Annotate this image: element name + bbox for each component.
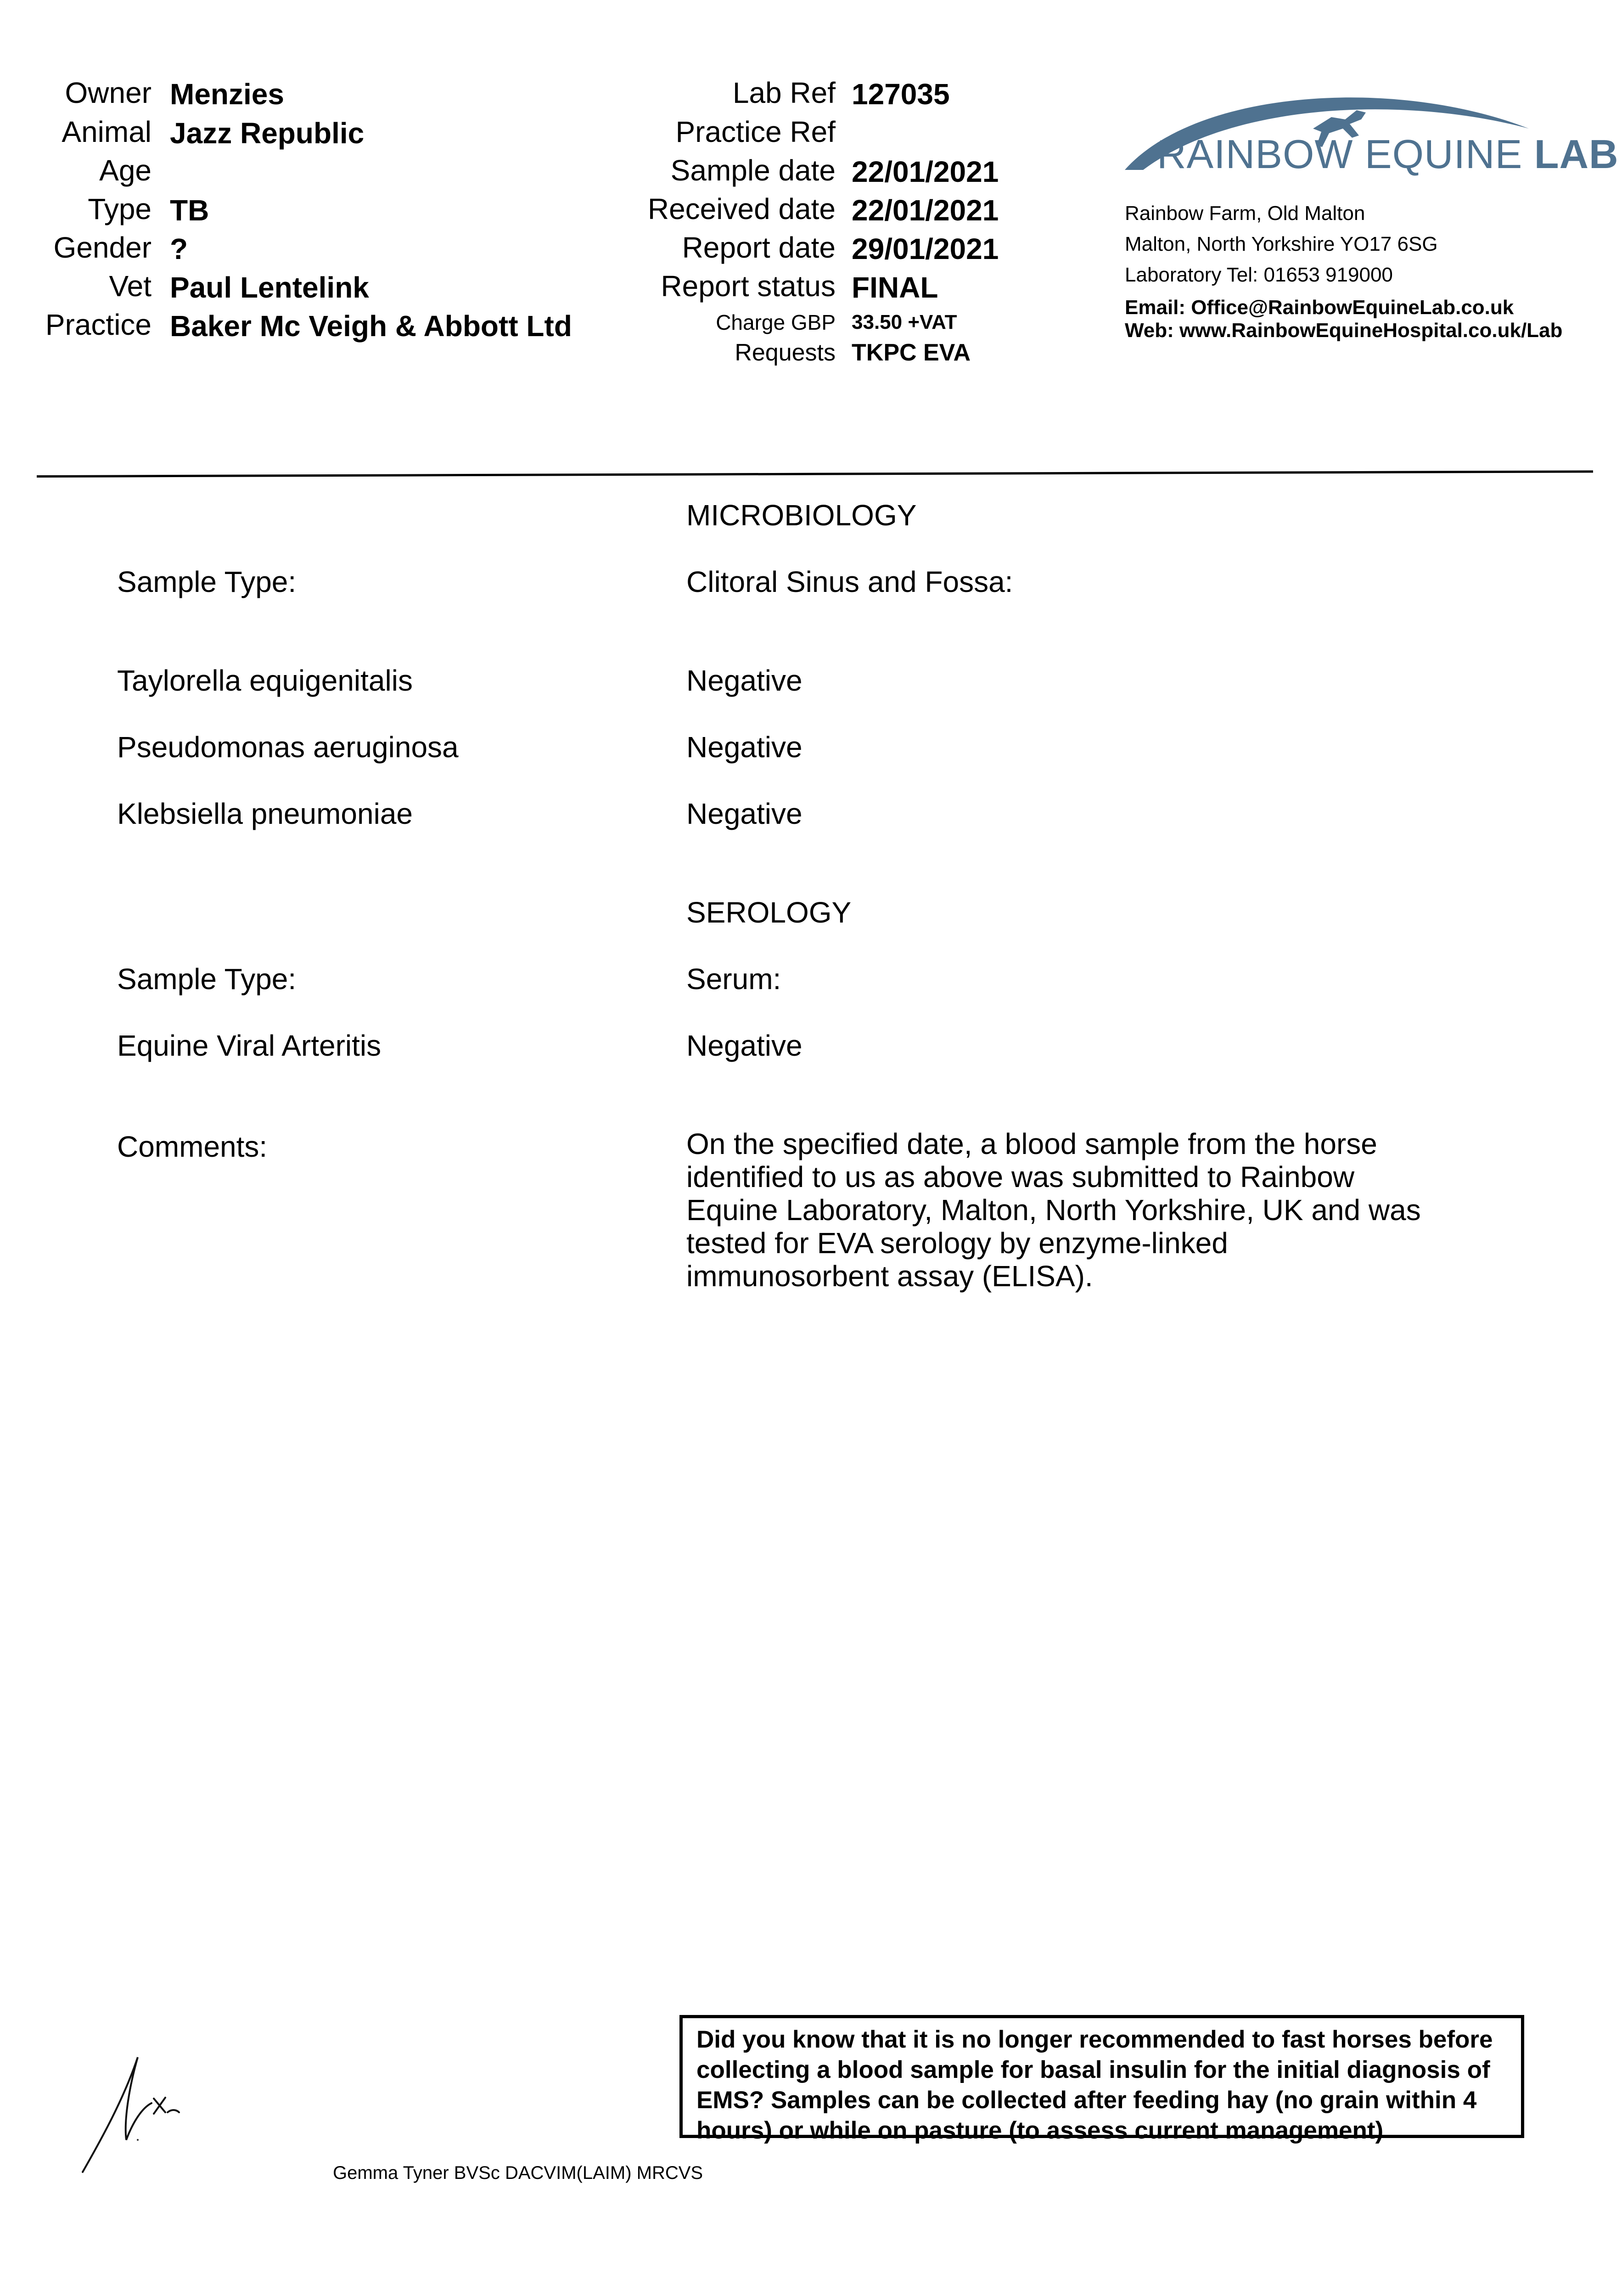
result-value: Negative	[686, 797, 803, 830]
header-divider	[37, 470, 1593, 478]
lab-email-link[interactable]: Email: Office@RainbowEquineLab.co.uk	[1125, 296, 1514, 319]
address-line-2: Malton, North Yorkshire YO17 6SG	[1125, 233, 1438, 255]
animal-value: Jazz Republic	[170, 117, 365, 150]
animal-label: Animal	[62, 115, 152, 148]
report-date-label: Report date	[682, 231, 836, 264]
charge-value: 33.50 +VAT	[852, 311, 957, 333]
serology-heading: SEROLOGY	[686, 896, 852, 929]
type-label: Type	[88, 192, 152, 225]
owner-label: Owner	[65, 76, 152, 109]
practice-label: Practice	[45, 308, 152, 341]
sero-sample-type-label: Sample Type:	[117, 962, 297, 996]
handwritten-signature-icon	[73, 2048, 184, 2177]
logo-text-bold: LAB	[1534, 131, 1619, 177]
gender-label: Gender	[53, 231, 152, 264]
gender-value: ?	[170, 232, 188, 265]
received-date-label: Received date	[647, 192, 836, 225]
comments-text: On the specified date, a blood sample from the horse identified to us as above was submitted to Rainbow Equine Laboratory, Malton, North Yorkshire, UK and was tested for EVA serology by enzyme-linked immunosorbent assay (ELISA).	[686, 1127, 1421, 1293]
sero-sample-type-value: Serum:	[686, 962, 781, 996]
address-line-1: Rainbow Farm, Old Malton	[1125, 202, 1365, 225]
lab-ref-value: 127035	[852, 78, 950, 111]
report-status-label: Report status	[661, 270, 836, 303]
logo-text-regular: RAINBOW EQUINE	[1157, 131, 1534, 177]
result-name: Equine Viral Arteritis	[117, 1029, 382, 1062]
report-status-value: FINAL	[852, 271, 938, 304]
vet-value: Paul Lentelink	[170, 271, 369, 304]
signatory-name: Gemma Tyner BVSc DACVIM(LAIM) MRCVS	[333, 2163, 703, 2183]
micro-sample-type-label: Sample Type:	[117, 565, 297, 598]
vet-label: Vet	[109, 270, 152, 303]
logo-wordmark	[1157, 131, 1619, 178]
lab-phone: Laboratory Tel: 01653 919000	[1125, 264, 1393, 286]
result-name: Taylorella equigenitalis	[117, 664, 413, 697]
comments-label: Comments:	[117, 1130, 268, 1163]
received-date-value: 22/01/2021	[852, 194, 999, 227]
report-date-value: 29/01/2021	[852, 232, 999, 265]
micro-sample-type-value: Clitoral Sinus and Fossa:	[686, 565, 1013, 598]
charge-label: Charge GBP	[716, 310, 836, 334]
practice-ref-label: Practice Ref	[675, 115, 836, 148]
result-name: Pseudomonas aeruginosa	[117, 731, 459, 764]
sample-date-label: Sample date	[670, 154, 836, 187]
result-value: Negative	[686, 731, 803, 764]
sample-date-value: 22/01/2021	[852, 155, 999, 188]
type-value: TB	[170, 194, 209, 227]
info-box	[679, 2015, 1524, 2144]
requests-value: TKPC EVA	[852, 339, 971, 366]
lab-web-link[interactable]: Web: www.RainbowEquineHospital.co.uk/Lab	[1125, 319, 1563, 342]
practice-value: Baker Mc Veigh & Abbott Ltd	[170, 310, 572, 343]
owner-value: Menzies	[170, 78, 284, 111]
result-value: Negative	[686, 1029, 803, 1062]
lab-ref-label: Lab Ref	[732, 76, 836, 109]
info-box-text: Did you know that it is no longer recommended to fast horses before collecting a blood sample for basal insulin for the initial diagnosis of EMS? Samples can be collected after feeding hay (no grain within 4 hours) or while on pasture (to assess current management)	[696, 2026, 1493, 2144]
requests-label: Requests	[735, 339, 836, 366]
microbiology-heading: MICROBIOLOGY	[686, 499, 917, 532]
result-name: Klebsiella pneumoniae	[117, 797, 413, 830]
age-label: Age	[99, 154, 152, 187]
result-value: Negative	[686, 664, 803, 697]
